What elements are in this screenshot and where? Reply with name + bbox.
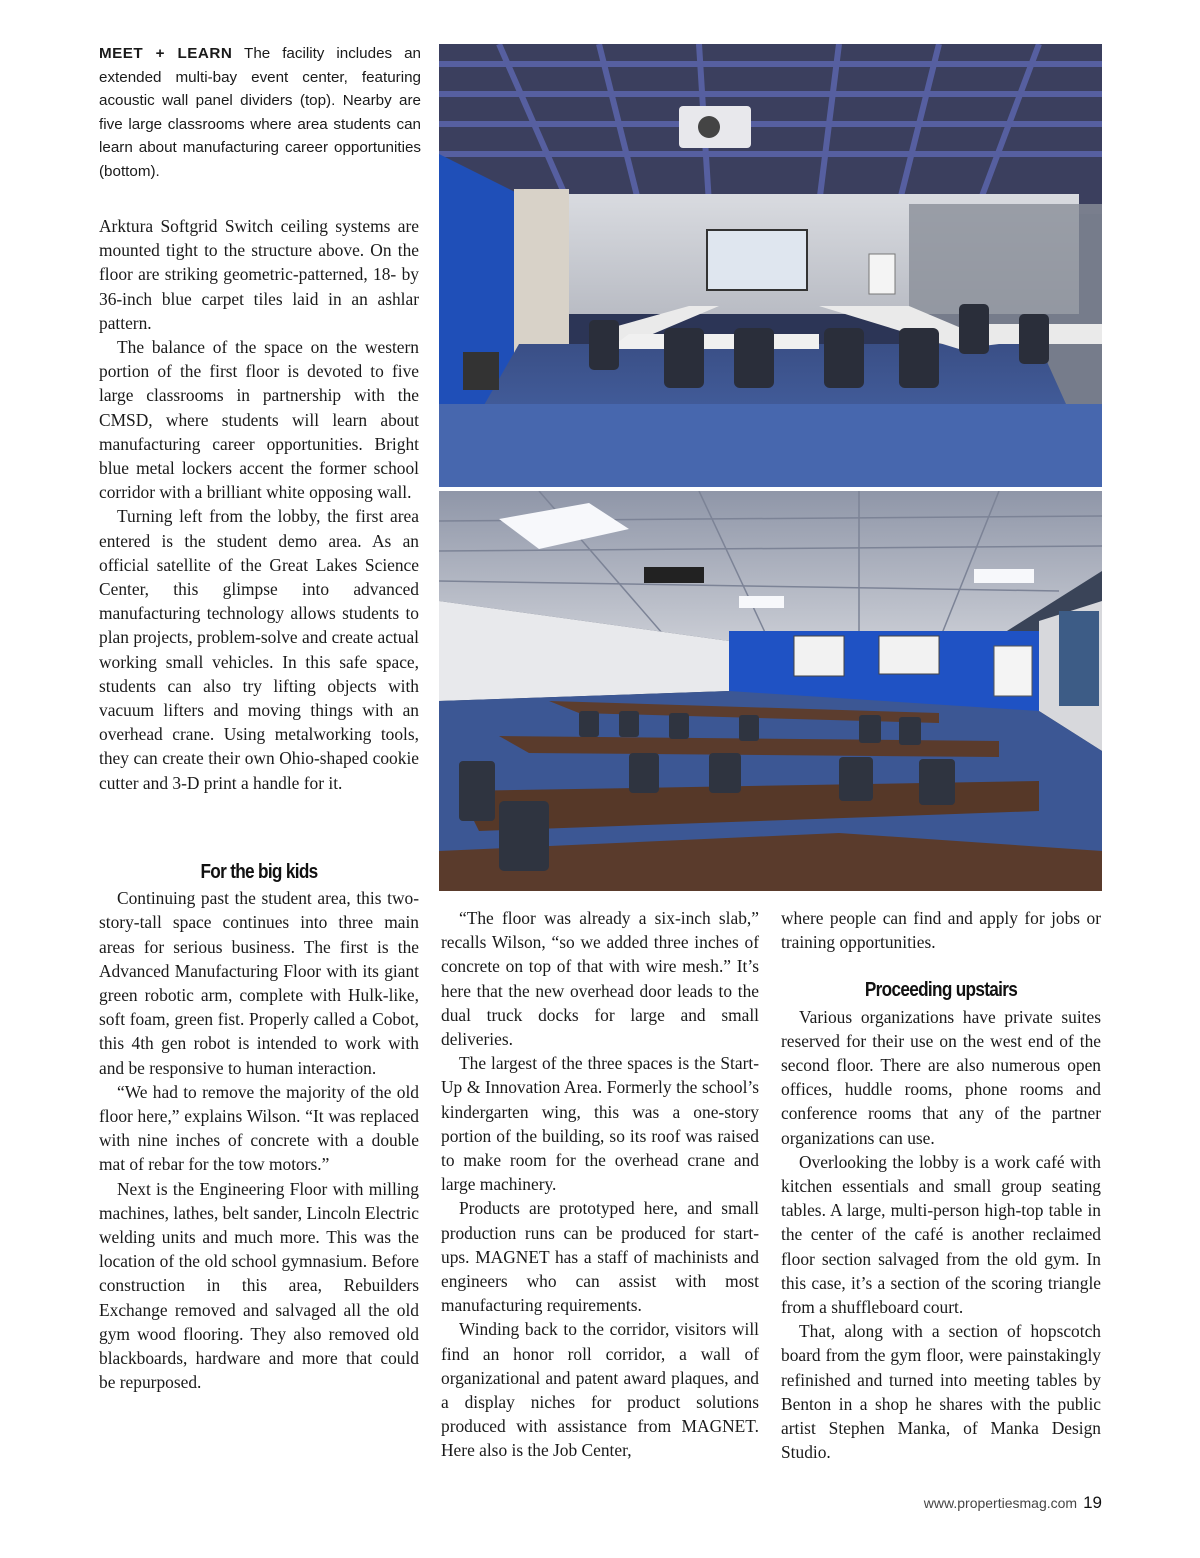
paragraph: “We had to remove the majority of the old floor here,” explains Wilson. “It was replaced with nine inches of concrete with a double mat of rebar for the tow motors.” — [99, 1081, 419, 1175]
column-1-bottom — [99, 850, 419, 1394]
paragraph: That, along with a section of hopscotch board from the gym floor, were painstakingly refinished and turned into meeting tables by Benton in a shop he shares with the public artist Stephen Manka, of Manka Design Studio. — [781, 1321, 1101, 1463]
paragraph: Turning left from the lobby, the first area entered is the student demo area. As an official satellite of the Great Lakes Science Center, this glimpse into advanced manufacturing technology allows students to plan projects, problem-solve and create actual working small vehicles. In this safe space, students can also try lifting objects with vacuum lifters and moving things with an overhead crane. Using metalworking tools, they can create their own Ohio-shaped cookie cutter and 3-D print a handle for it. — [99, 506, 419, 793]
paragraph: Various organizations have private suites reserved for their use on the west end of the second floor. There are also numerous open offices, huddle rooms, phone rooms and conference rooms that any of the partner organizations can use. — [781, 1006, 1101, 1148]
column-2 — [441, 906, 759, 1463]
paragraph: where people can find and apply for jobs or training opportunities. — [781, 908, 1101, 953]
column-1-top — [99, 214, 419, 795]
paragraph: “The floor was already a six-inch slab,” recalls Wilson, “so we added three inches of concrete on top of that with wire mesh.” It’s here that the new overhead door leads to the dual truck docks for large and small deliveries. — [441, 908, 759, 1050]
paragraph: Arktura Softgrid Switch ceiling systems are mounted tight to the structure above. On the floor are striking geometric-patterned, 18- by 36-inch blue carpet tiles laid in an ashlar pattern. — [99, 216, 419, 333]
caption-text: The facility includes an extended multi-bay event center, featuring acoustic wall panel dividers (top). Nearby are five large classrooms where area students can learn about manufacturing career opportunities (bottom). — [99, 45, 421, 180]
paragraph: Next is the Engineering Floor with milling machines, lathes, belt sander, Lincoln Electric welding units and much more. This was the location of the old school gymnasium. Before construction in this area, Rebuilders Exchange removed and salvaged all the old gym wood flooring. They also removed old blackboards, hardware and more that could be repurposed. — [99, 1178, 419, 1393]
page-number: 19 — [1083, 1493, 1102, 1512]
page-footer — [924, 1493, 1102, 1513]
column-3 — [781, 906, 1101, 1464]
photo-caption — [99, 42, 421, 183]
paragraph: Winding back to the corridor, visitors will find an honor roll corridor, a wall of organizational and patent award plaques, and a display niches for product solutions produced with assistance from MAGNET. Here also is the Job Center, — [441, 1319, 759, 1461]
website-url: www.propertiesmag.com — [923, 1495, 1078, 1511]
paragraph: The balance of the space on the western portion of the first floor is devoted to five large classrooms in partnership with the CMSD, where students will learn about manufacturing career opportunities. Bright blue metal lockers accent the former school corridor with a brilliant white opposing wall. — [99, 337, 419, 503]
paragraph: Continuing past the student area, this two-story-tall space continues into three main areas for serious business. The first is the Advanced Manufacturing Floor with its giant green robotic arm, complete with Hulk-like, soft foam, green fist. Properly called a Cobot, this 4th gen robot is intended to work with and be responsive to human interaction. — [99, 888, 419, 1078]
section-heading: For the big kids — [200, 861, 318, 883]
caption-lead: MEET + LEARN — [99, 45, 233, 62]
event-center-photo — [439, 44, 1102, 487]
paragraph: The largest of the three spaces is the Start-Up & Innovation Area. Formerly the school’s kindergarten wing, this was a one-story portion of the building, so its roof was raised to make room for the overhead crane and large machinery. — [441, 1053, 759, 1195]
classroom-photo — [439, 491, 1102, 891]
paragraph: Overlooking the lobby is a work café with kitchen essentials and small group seating tables. A large, multi-person high-top table in the center of the café is another reclaimed floor section salvaged from the old gym. In this case, it’s a section of the scoring triangle from a shuffleboard court. — [781, 1151, 1101, 1318]
paragraph: Products are prototyped here, and small production runs can be produced for start-ups. MAGNET has a staff of machinists and engineers who can assist with most manufacturing requirements. — [441, 1198, 759, 1316]
section-heading: Proceeding upstairs — [864, 979, 1018, 1002]
